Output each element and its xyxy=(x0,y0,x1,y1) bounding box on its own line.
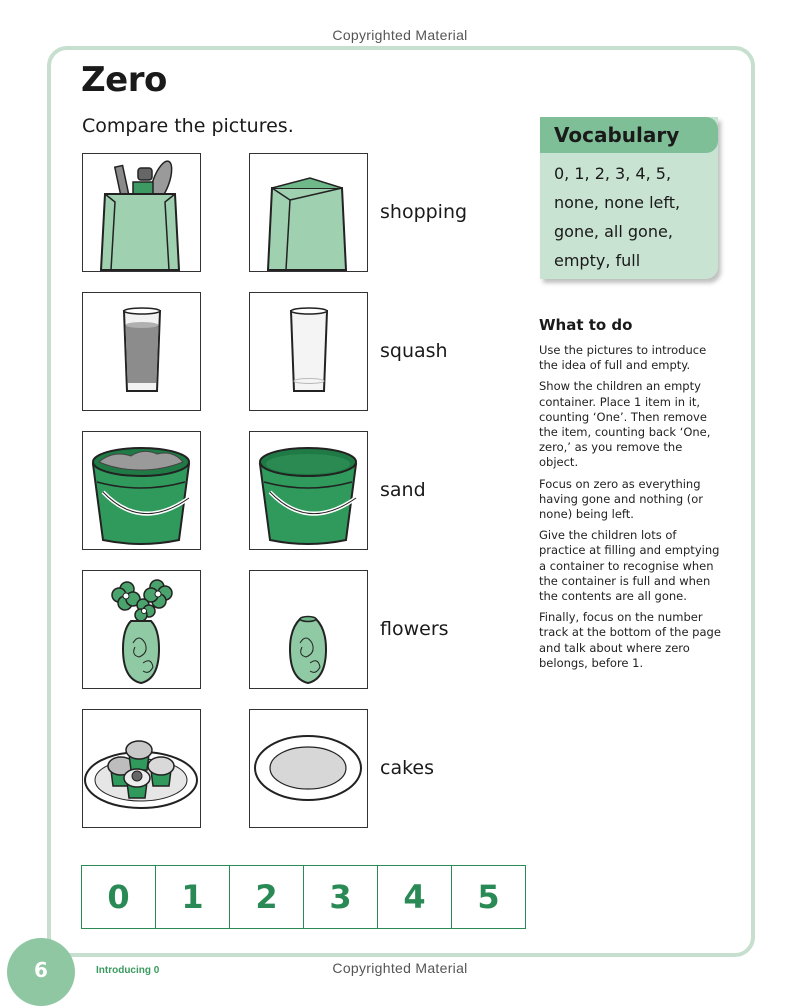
instruction-paragraph: Show the children an empty container. Place 1 item in it, counting ‘One’. Then remove the item, counting back ‘One, zero,’ as you remove the object. xyxy=(539,379,711,470)
instruction-paragraph: Use the pictures to introduce the idea of full and empty. xyxy=(539,343,707,373)
row-label-flowers: flowers xyxy=(380,618,449,640)
full-glass-icon xyxy=(83,293,200,410)
row-label-shopping: shopping xyxy=(380,201,468,223)
empty-glass-icon xyxy=(250,293,367,410)
plate-of-cakes-icon xyxy=(83,710,200,827)
vase-with-flowers-image xyxy=(82,570,201,689)
vocabulary-heading: Vocabulary xyxy=(540,117,718,153)
instruction-text: Compare the pictures. xyxy=(82,115,294,137)
empty-bucket-image xyxy=(249,431,368,550)
empty-shopping-bag-icon xyxy=(250,154,367,271)
bucket-of-sand-icon xyxy=(83,432,200,549)
vocabulary-list xyxy=(554,159,714,275)
copyright-top: Copyrighted Material xyxy=(332,27,468,43)
page-title: Zero xyxy=(81,60,167,100)
section-title: Introducing 0 xyxy=(96,965,160,976)
full-glass-image xyxy=(82,292,201,411)
row-label-sand: sand xyxy=(380,479,426,501)
instruction-paragraph: Focus on zero as everything having gone and nothing (or none) being left. xyxy=(539,476,704,522)
number-track-cell: 2 xyxy=(229,865,304,929)
full-shopping-bag-icon xyxy=(83,154,200,271)
empty-glass-image xyxy=(249,292,368,411)
vase-with-flowers-icon xyxy=(83,571,200,688)
empty-bucket-icon xyxy=(250,432,367,549)
vocabulary-line: none, none left, xyxy=(554,193,681,212)
number-track-cell: 3 xyxy=(303,865,378,929)
vocabulary-line: gone, all gone, xyxy=(554,222,673,241)
empty-plate-icon xyxy=(250,710,367,827)
what-to-do-heading: What to do xyxy=(539,316,633,334)
instruction-paragraph: Give the children lots of practice at filling and emptying a container to recognise when the container is full and when the contents are all gone. xyxy=(539,528,720,604)
number-track xyxy=(81,865,526,929)
empty-vase-icon xyxy=(250,571,367,688)
empty-vase-image xyxy=(249,570,368,689)
page-number: 6 xyxy=(7,938,75,1006)
plate-of-cakes-image xyxy=(82,709,201,828)
row-label-cakes: cakes xyxy=(380,757,435,779)
number-track-cell: 0 xyxy=(81,865,156,929)
empty-plate-image xyxy=(249,709,368,828)
number-track-cell: 4 xyxy=(377,865,452,929)
vocabulary-line: 0, 1, 2, 3, 4, 5, xyxy=(554,164,672,183)
vocabulary-box xyxy=(540,117,718,279)
bucket-of-sand-image xyxy=(82,431,201,550)
number-track-cell: 5 xyxy=(451,865,526,929)
what-to-do-text xyxy=(539,343,724,677)
vocabulary-line: empty, full xyxy=(554,251,641,270)
number-track-cell: 1 xyxy=(155,865,230,929)
copyright-bottom: Copyrighted Material xyxy=(332,960,468,976)
instruction-paragraph: Finally, focus on the number track at the bottom of the page and talk about where zero belongs, before 1. xyxy=(539,610,721,670)
row-label-squash: squash xyxy=(380,340,448,362)
full-shopping-bag-image xyxy=(82,153,201,272)
empty-shopping-bag-image xyxy=(249,153,368,272)
